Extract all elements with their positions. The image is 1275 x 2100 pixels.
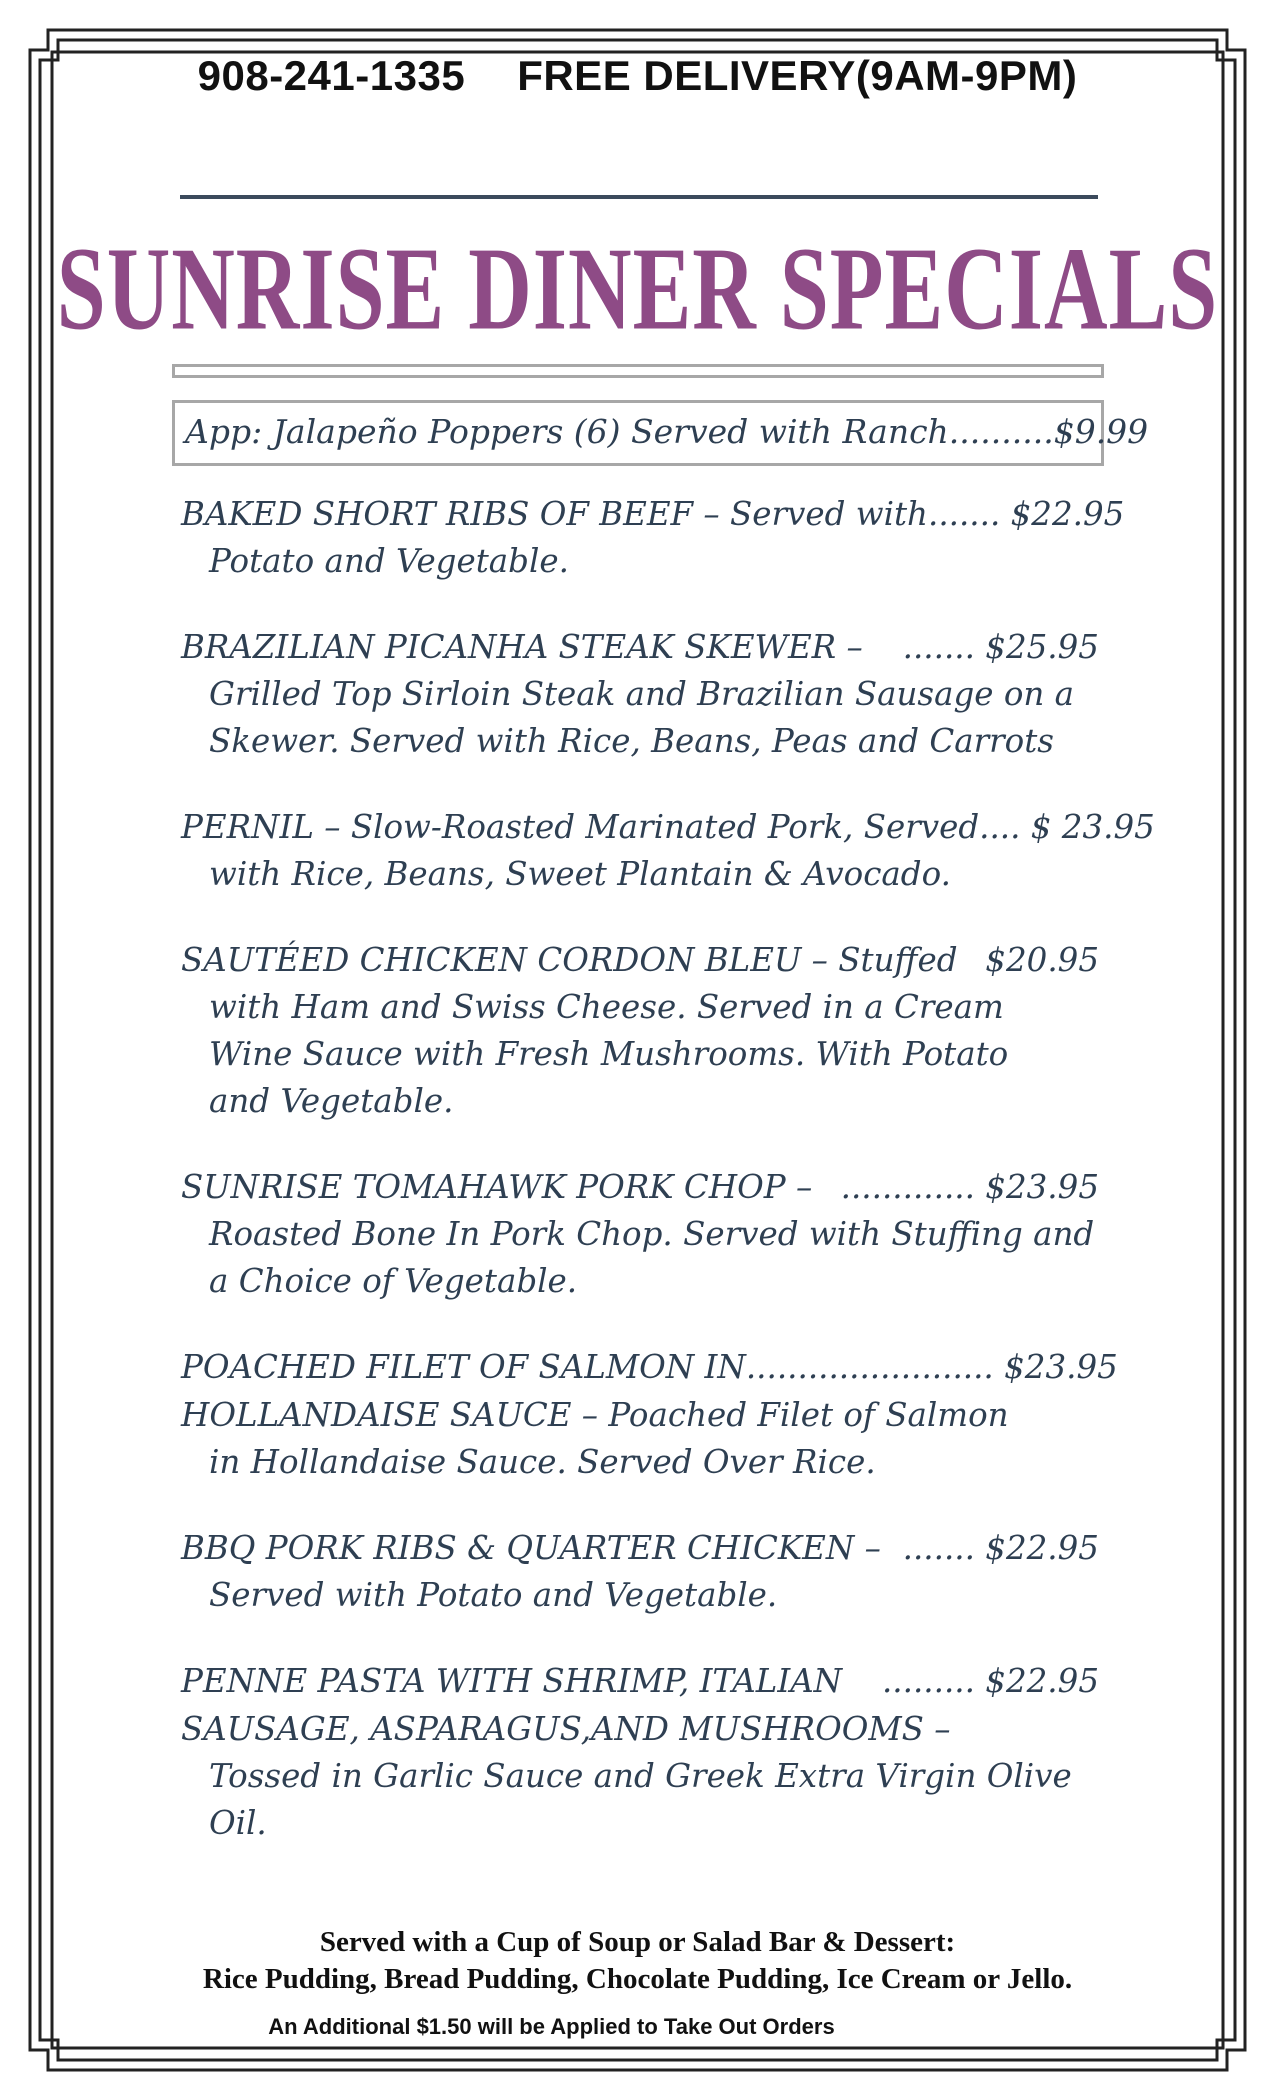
menu-item-price: ....... $25.95: [902, 628, 1099, 666]
menu-item-name-line: [181, 1391, 1099, 1439]
menu-item-description: Served with Potato and Vegetable.: [209, 1576, 778, 1614]
menu-item-name-line: [181, 1343, 1118, 1391]
menu-title: SUNRISE DINER SPECIALS: [56, 224, 1219, 356]
specials-list: [181, 490, 1155, 1885]
menu-item-description: Skewer. Served with Rice, Beans, Peas and Carrots: [209, 722, 1054, 760]
menu-item-name: POACHED FILET OF SALMON IN: [181, 1348, 746, 1386]
title-bottom-rule: [172, 364, 1104, 378]
footer-sides: Served with a Cup of Soup or Salad Bar & Dessert:: [319, 1926, 956, 1958]
delivery-hours: FREE DELIVERY(9AM-9PM): [517, 52, 1078, 99]
menu-item-name: HOLLANDAISE SAUCE – Poached Filet of Salmon: [181, 1396, 1009, 1434]
phone-number: 908-241-1335: [197, 52, 466, 99]
menu-item: [181, 803, 1155, 898]
menu-item-name: BAKED SHORT RIBS OF BEEF – Served with: [181, 495, 928, 533]
menu-item-description: and Vegetable.: [209, 1082, 454, 1120]
menu-item-name-line: [181, 1524, 1099, 1572]
menu-item-name-line: [181, 1657, 1099, 1705]
menu-item-name: BBQ PORK RIBS & QUARTER CHICKEN –: [181, 1529, 881, 1567]
menu-item-price: ......... $22.95: [881, 1662, 1099, 1700]
menu-item-name: SAUTÉED CHICKEN CORDON BLEU – Stuffed: [181, 941, 958, 979]
menu-item-price: $20.95: [985, 941, 1099, 979]
menu-item: [181, 1343, 1118, 1486]
menu-item: [181, 1657, 1099, 1847]
menu-item-name: BRAZILIAN PICANHA STEAK SKEWER –: [181, 628, 863, 666]
menu-item-price: ........................ $23.95: [745, 1348, 1118, 1386]
menu-item-description: Tossed in Garlic Sauce and Greek Extra Virgin Olive: [209, 1757, 1072, 1795]
menu-item: [181, 490, 1125, 585]
menu-item-price: ............. $23.95: [840, 1168, 1099, 1206]
menu-item-name-line: [181, 1163, 1099, 1211]
title-top-rule: [180, 195, 1098, 199]
menu-item-description: Roasted Bone In Pork Chop. Served with Stuffing and: [209, 1215, 1095, 1253]
menu-item-price: .... $ 23.95: [979, 808, 1155, 846]
menu-item-description: a Choice of Vegetable.: [209, 1262, 578, 1300]
menu-item-description: Grilled Top Sirloin Steak and Brazilian Sausage on a: [209, 675, 1075, 713]
menu-item-description: Wine Sauce with Fresh Mushrooms. With Potato: [209, 1035, 1009, 1073]
menu-item: [181, 1524, 1099, 1619]
menu-item-name-line: [181, 490, 1125, 538]
menu-item-name: PENNE PASTA WITH SHRIMP, ITALIAN: [181, 1662, 843, 1700]
menu-item-description: with Ham and Swiss Cheese. Served in a Cream: [209, 988, 1004, 1026]
menu-item-name-line: [181, 623, 1099, 671]
menu-item-name: PERNIL – Slow-Roasted Marinated Pork, Served: [181, 808, 980, 846]
menu-item: [181, 623, 1099, 765]
menu-item-name-line: [181, 936, 1099, 984]
menu-item-description: Potato and Vegetable.: [209, 542, 569, 580]
menu-item: [181, 1163, 1099, 1305]
footer-takeout-note: An Additional $1.50 will be Applied to Take Out Orders: [268, 2014, 835, 2039]
contact-header: [0, 52, 1275, 100]
menu-item-name: SAUSAGE, ASPARAGUS,AND MUSHROOMS –: [181, 1710, 951, 1748]
footer-desserts: Rice Pudding, Bread Pudding, Chocolate Pudding, Ice Cream or Jello.: [202, 1963, 1073, 1995]
menu-item-description: in Hollandaise Sauce. Served Over Rice.: [209, 1443, 876, 1481]
menu-item-name: SUNRISE TOMAHAWK PORK CHOP –: [181, 1168, 813, 1206]
menu-item: [181, 936, 1099, 1125]
menu-item-description: Oil.: [209, 1804, 267, 1842]
menu-item-description: with Rice, Beans, Sweet Plantain & Avocado.: [209, 855, 951, 893]
menu-item-price: ....... $22.95: [902, 1529, 1099, 1567]
appetizer-box: App: Jalapeño Poppers (6) Served with Ranch..........$9.99: [172, 400, 1104, 466]
menu-item-name-line: [181, 1705, 1099, 1753]
menu-item-name-line: [181, 803, 1155, 851]
menu-item-price: ....... $22.95: [927, 495, 1125, 533]
